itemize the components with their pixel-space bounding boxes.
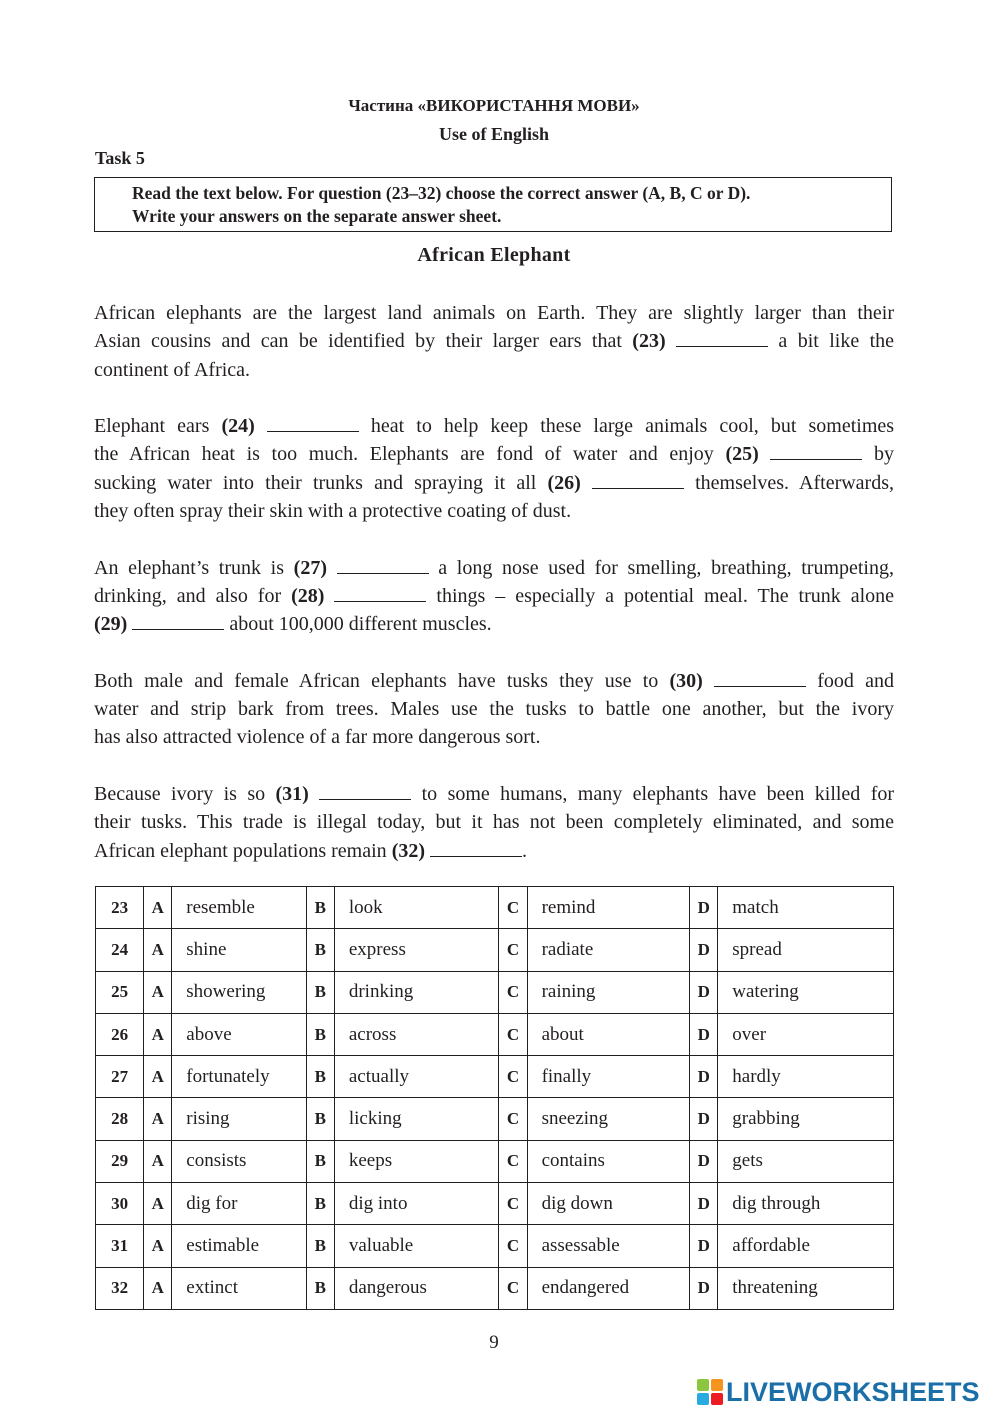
option-c-cell[interactable]: remind xyxy=(527,887,690,929)
option-b-cell[interactable]: actually xyxy=(334,1056,499,1098)
option-letter-a: A xyxy=(144,1098,172,1140)
question-number: (29) xyxy=(94,613,128,636)
paragraph-4 xyxy=(94,667,894,752)
option-a-cell[interactable]: dig for xyxy=(172,1183,307,1225)
option-d-cell[interactable]: threatening xyxy=(718,1267,894,1309)
option-d-cell[interactable]: over xyxy=(718,1013,894,1055)
option-letter-c: C xyxy=(499,929,527,971)
question-number-cell: 24 xyxy=(96,929,144,971)
option-d-cell[interactable]: gets xyxy=(718,1140,894,1182)
option-letter-b: B xyxy=(306,929,334,971)
instructions-box xyxy=(94,177,892,232)
option-d-cell[interactable]: dig through xyxy=(718,1183,894,1225)
paragraph-1 xyxy=(94,299,894,384)
option-letter-b: B xyxy=(306,887,334,929)
part-title-english: Use of English xyxy=(438,124,550,144)
question-number: (27) xyxy=(293,556,327,579)
paragraph-3 xyxy=(94,554,894,639)
option-letter-a: A xyxy=(144,887,172,929)
part-title-ukrainian: Частина «ВИКОРИСТАННЯ МОВИ» xyxy=(348,96,640,115)
passage-line: has also attracted violence of a far more dangerous sort. xyxy=(94,726,541,749)
question-number-cell: 32 xyxy=(96,1267,144,1309)
table-row xyxy=(96,887,894,929)
option-letter-c: C xyxy=(499,1267,527,1309)
table-row xyxy=(96,1013,894,1055)
table-row xyxy=(96,1098,894,1140)
instructions-line: Write your answers on the separate answer sheet. xyxy=(132,206,502,226)
option-a-cell[interactable]: rising xyxy=(172,1098,307,1140)
liveworksheets-brand xyxy=(697,1377,980,1407)
passage-line: sucking water into their trunks and spraying it all (26) themselves. Afterwards, xyxy=(94,471,894,494)
question-number: (24) xyxy=(221,415,255,438)
option-b-cell[interactable]: drinking xyxy=(334,971,499,1013)
option-letter-d: D xyxy=(690,1183,718,1225)
option-letter-d: D xyxy=(690,1056,718,1098)
option-letter-b: B xyxy=(306,1140,334,1182)
question-number: (26) xyxy=(547,471,581,494)
table-row xyxy=(96,1267,894,1309)
table-row xyxy=(96,929,894,971)
table-row xyxy=(96,1183,894,1225)
option-c-cell[interactable]: finally xyxy=(527,1056,690,1098)
option-c-cell[interactable]: radiate xyxy=(527,929,690,971)
option-c-cell[interactable]: contains xyxy=(527,1140,690,1182)
passage-line: Elephant ears (24) heat to help keep these large animals cool, but sometimes xyxy=(94,415,895,438)
option-letter-a: A xyxy=(144,971,172,1013)
option-c-cell[interactable]: raining xyxy=(527,971,690,1013)
passage-line: African elephant populations remain (32) . xyxy=(94,839,528,862)
option-letter-a: A xyxy=(144,1056,172,1098)
question-number: (31) xyxy=(275,783,309,806)
option-letter-b: B xyxy=(306,971,334,1013)
liveworksheets-wordmark: LIVEWORKSHEETS xyxy=(726,1376,980,1407)
question-number-cell: 23 xyxy=(96,887,144,929)
option-b-cell[interactable]: licking xyxy=(334,1098,499,1140)
option-letter-d: D xyxy=(690,1098,718,1140)
paragraph-5 xyxy=(94,780,894,865)
option-c-cell[interactable]: assessable xyxy=(527,1225,690,1267)
passage-line: water and strip bark from trees. Males use the tusks to battle one another, but the ivory xyxy=(94,698,894,721)
option-d-cell[interactable]: hardly xyxy=(718,1056,894,1098)
answer-gap-31[interactable] xyxy=(319,781,411,800)
option-letter-a: A xyxy=(144,929,172,971)
question-number: (32) xyxy=(391,839,426,862)
answer-gap-25[interactable] xyxy=(770,441,862,460)
option-a-cell[interactable]: showering xyxy=(172,971,307,1013)
passage-title: African Elephant xyxy=(417,244,571,266)
table-row xyxy=(96,1225,894,1267)
question-number-cell: 25 xyxy=(96,971,144,1013)
logo-square xyxy=(711,1393,723,1405)
option-letter-b: B xyxy=(306,1013,334,1055)
option-letter-b: B xyxy=(306,1225,334,1267)
liveworksheets-logo-icon xyxy=(697,1379,723,1405)
option-a-cell[interactable]: consists xyxy=(172,1140,307,1182)
question-number-cell: 27 xyxy=(96,1056,144,1098)
question-number-cell: 26 xyxy=(96,1013,144,1055)
question-number: (25) xyxy=(725,443,759,466)
answer-gap-23[interactable] xyxy=(676,328,768,347)
reading-passage xyxy=(94,299,894,893)
passage-line: drinking, and also for (28) things – especially a potential meal. The trunk alone xyxy=(94,584,895,607)
option-letter-c: C xyxy=(499,1183,527,1225)
passage-line: the African heat is too much. Elephants are fond of water and enjoy (25) by xyxy=(94,443,895,466)
question-number-cell: 28 xyxy=(96,1098,144,1140)
option-letter-c: C xyxy=(499,887,527,929)
answer-gap-28[interactable] xyxy=(334,583,426,602)
option-letter-d: D xyxy=(690,887,718,929)
option-b-cell[interactable]: keeps xyxy=(334,1140,499,1182)
passage-line: continent of Africa. xyxy=(94,358,251,381)
option-letter-a: A xyxy=(144,1183,172,1225)
option-d-cell[interactable]: watering xyxy=(718,971,894,1013)
option-letter-d: D xyxy=(690,1267,718,1309)
table-row xyxy=(96,1056,894,1098)
option-letter-a: A xyxy=(144,1013,172,1055)
answer-gap-32[interactable] xyxy=(430,838,522,857)
option-letter-d: D xyxy=(690,971,718,1013)
question-number: (30) xyxy=(669,669,703,692)
passage-line: Both male and female African elephants have tusks they use to (30) food and xyxy=(94,669,894,692)
option-c-cell[interactable]: endangered xyxy=(527,1267,690,1309)
answer-gap-26[interactable] xyxy=(592,470,684,489)
option-c-cell[interactable]: sneezing xyxy=(527,1098,690,1140)
option-letter-a: A xyxy=(144,1267,172,1309)
option-c-cell[interactable]: about xyxy=(527,1013,690,1055)
option-a-cell[interactable]: extinct xyxy=(172,1267,307,1309)
answer-gap-29[interactable] xyxy=(132,611,224,630)
option-letter-d: D xyxy=(690,1013,718,1055)
logo-square xyxy=(697,1393,709,1405)
option-letter-b: B xyxy=(306,1267,334,1309)
question-number-cell: 29 xyxy=(96,1140,144,1182)
answer-gap-24[interactable] xyxy=(267,413,359,432)
option-b-cell[interactable]: dig into xyxy=(334,1183,499,1225)
logo-square xyxy=(711,1379,723,1391)
paragraph-2 xyxy=(94,412,894,525)
option-a-cell[interactable]: above xyxy=(172,1013,307,1055)
option-letter-c: C xyxy=(499,971,527,1013)
question-number-cell: 30 xyxy=(96,1183,144,1225)
option-a-cell[interactable]: estimable xyxy=(172,1225,307,1267)
option-letter-c: C xyxy=(499,1013,527,1055)
table-row xyxy=(96,1140,894,1182)
option-d-cell[interactable]: affordable xyxy=(718,1225,894,1267)
option-letter-c: C xyxy=(499,1140,527,1182)
option-d-cell[interactable]: spread xyxy=(718,929,894,971)
option-a-cell[interactable]: fortunately xyxy=(172,1056,307,1098)
option-d-cell[interactable]: grabbing xyxy=(718,1098,894,1140)
option-letter-c: C xyxy=(499,1098,527,1140)
passage-line: (29) about 100,000 different muscles. xyxy=(94,613,492,636)
passage-line: Asian cousins and can be identified by their larger ears that (23) a bit like the xyxy=(94,330,895,353)
option-b-cell[interactable]: express xyxy=(334,929,499,971)
instructions-line: Read the text below. For question (23–32) choose the correct answer (A, B, C or D). xyxy=(132,183,751,203)
option-letter-b: B xyxy=(306,1056,334,1098)
answer-gap-27[interactable] xyxy=(337,555,429,574)
option-letter-a: A xyxy=(144,1225,172,1267)
option-letter-b: B xyxy=(306,1098,334,1140)
option-b-cell[interactable]: look xyxy=(334,887,499,929)
passage-line: their tusks. This trade is illegal today, but it has not been completely eliminated, and some xyxy=(94,811,894,834)
answer-options-table xyxy=(95,886,894,1310)
page-number: 9 xyxy=(489,1332,499,1353)
option-letter-c: C xyxy=(499,1225,527,1267)
passage-line: African elephants are the largest land animals on Earth. They are slightly larger than their xyxy=(94,302,894,324)
task-label: Task 5 xyxy=(95,148,145,168)
option-letter-b: B xyxy=(306,1183,334,1225)
passage-line: they often spray their skin with a protective coating of dust. xyxy=(94,500,572,523)
option-b-cell[interactable]: valuable xyxy=(334,1225,499,1267)
table-row xyxy=(96,971,894,1013)
option-letter-d: D xyxy=(690,929,718,971)
option-b-cell[interactable]: dangerous xyxy=(334,1267,499,1309)
option-a-cell[interactable]: shine xyxy=(172,929,307,971)
logo-square xyxy=(697,1379,709,1391)
option-letter-d: D xyxy=(690,1225,718,1267)
question-number: (28) xyxy=(291,584,325,607)
option-a-cell[interactable]: resemble xyxy=(172,887,307,929)
option-letter-a: A xyxy=(144,1140,172,1182)
option-c-cell[interactable]: dig down xyxy=(527,1183,690,1225)
option-d-cell[interactable]: match xyxy=(718,887,894,929)
option-b-cell[interactable]: across xyxy=(334,1013,499,1055)
answer-gap-30[interactable] xyxy=(714,668,806,687)
question-number-cell: 31 xyxy=(96,1225,144,1267)
passage-line: Because ivory is so (31) to some humans, many elephants have been killed for xyxy=(94,783,895,806)
question-number: (23) xyxy=(632,330,666,353)
option-letter-c: C xyxy=(499,1056,527,1098)
passage-line: An elephant’s trunk is (27) a long nose used for smelling, breathing, trumpeting, xyxy=(94,556,894,579)
option-letter-d: D xyxy=(690,1140,718,1182)
